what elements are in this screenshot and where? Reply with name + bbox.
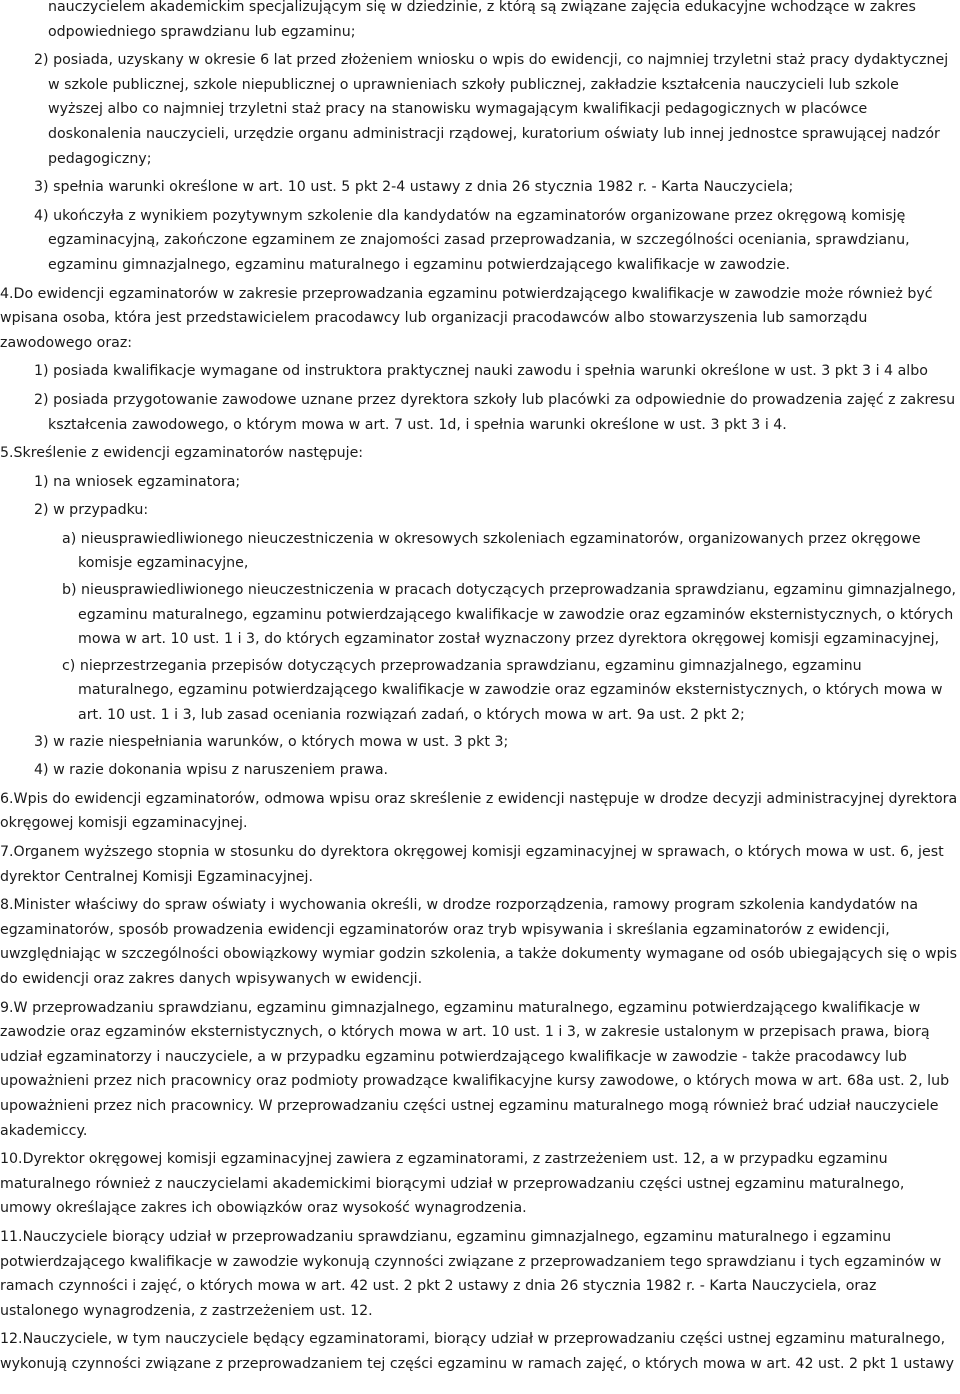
item-5-1: 1) na wniosek egzaminatora; — [34, 473, 241, 490]
section-4: 4.Do ewidencji egzaminatorów w zakresie przeprowadzania egzaminu potwierdzającego kwalifikacje w zawodzie może również być wpisana osoba, która jest przedstawicielem pracodawcy lub organizacji pracodawców albo stowarzyszenia lub samorządu zawodowego oraz: — [0, 285, 933, 351]
section-7: 7.Organem wyższego stopnia w stosunku do dyrektora okręgowej komisji egzaminacyjnej w sprawach, o których mowa w ust. 6, jest dyrektor Centralnej Komisji Egzaminacyjnej. — [0, 844, 944, 885]
item-5-2-c: c) nieprzestrzegania przepisów dotyczących przeprowadzania sprawdzianu, egzaminu gimnazjalnego, egzaminu maturalnego, egzaminu potwierdzającego kwalifikacje w zawodzie oraz egzaminów eksternistycznych, o których mowa w art. 10 ust. 1 i 3, lub zasad oceniania rozwiązań zadań, o których mowa w art. 9a ust. 2 pkt 2; — [62, 657, 943, 724]
section-6: 6.Wpis do ewidencji egzaminatorów, odmowa wpisu oraz skreślenie z ewidencji następuje w drodze decyzji administracyjnej dyrektora okręgowej komisji egzaminacyjnej. — [0, 790, 958, 832]
section-8: 8.Minister właściwy do spraw oświaty i wychowania określi, w drodze rozporządzenia, ramowy program szkolenia kandydatów na egzaminatorów, sposób prowadzenia ewidencji egzaminatorów oraz tryb wpisywania i skreślania egzaminatorów z ewidencji, uwzględniając w szczególności obowiązkowy wymiar godzin szkolenia, a także dokumenty wymagane od osób ubiegających się o wpis do ewidencji oraz zakres danych wpisywanych w ewidencji. — [0, 897, 957, 987]
item-5-2: 2) w przypadku: — [34, 502, 149, 519]
section-10: 10.Dyrektor okręgowej komisji egzaminacyjnej zawiera z egzaminatorami, z zastrzeżeniem ust. 12, a w przypadku egzaminu maturalnego również z nauczycielami akademickimi biorącymi udział w przeprowadzaniu części ustnej egzaminu maturalnego, umowy określające zakres ich obowiązków oraz wysokość wynagrodzenia. — [0, 1151, 905, 1217]
item-5-2-a: a) nieusprawiedliwionego nieuczestniczenia w okresowych szkoleniach egzaminatorów, organizowanych przez okręgowe komisje egzaminacyjne, — [62, 530, 921, 572]
item-3-3: 3) spełnia warunki określone w art. 10 ust. 5 pkt 2-4 ustawy z dnia 26 stycznia 1982 r. - Karta Nauczyciela; — [34, 179, 794, 196]
section-5: 5.Skreślenie z ewidencji egzaminatorów następuje: — [0, 445, 364, 462]
item-4-1: 1) posiada kwalifikacje wymagane od instruktora praktycznej nauki zawodu i spełnia warunki określone w ust. 3 pkt 3 i 4 albo — [34, 363, 928, 380]
section-12: 12.Nauczyciele, w tym nauczyciele będący egzaminatorami, biorący udział w przeprowadzaniu części ustnej egzaminu maturalnego, wykonują czynności związane z przeprowadzaniem tej części egzaminu w ramach zajęć, o których mowa w art. 42 ust. 2 pkt 1 ustawy — [0, 1331, 954, 1372]
item-5-3: 3) w razie niespełniania warunków, o których mowa w ust. 3 pkt 3; — [34, 733, 509, 750]
section-11: 11.Nauczyciele biorący udział w przeprowadzaniu sprawdzianu, egzaminu gimnazjalnego, egzaminu maturalnego i egzaminu potwierdzającego kwalifikacje w zawodzie wykonują czynności związane z przeprowadzaniem tego sprawdzianu i tych egzaminów w ramach czynności i zajęć, o których mowa w art. 42 ust. 2 pkt 2 ustawy z dnia 26 stycznia 1982 r. - Karta Nauczyciela, oraz ustalonego wynagrodzenia, z zastrzeżeniem ust. 12. — [0, 1228, 942, 1319]
item-3-4: 4) ukończyła z wynikiem pozytywnym szkolenie dla kandydatów na egzaminatorów organizowane przez okręgową komisję egzaminacyjną, zakończone egzaminem ze znajomości zasad przeprowadzania, w szczególności oceniania, sprawdzianu, egzaminu gimnazjalnego, egzaminu maturalnego i egzaminu potwierdzającego kwalifikacje w zawodzie. — [34, 207, 910, 273]
section-9: 9.W przeprowadzaniu sprawdzianu, egzaminu gimnazjalnego, egzaminu maturalnego, egzaminu potwierdzającego kwalifikacje w zawodzie oraz egzaminów eksternistycznych, o których mowa w art. 10 ust. 1 i 3, w zakresie ustalonym w przepisach prawa, biorą udział egzaminatorzy i nauczyciele, a w przypadku egzaminu potwierdzającego kwalifikacje w zawodzie - także pracodawcy lub upoważnieni przez nich pracownicy oraz podmioty prowadzące kwalifikacyjne kursy zawodowe, o których mowa w art. 68a ust. 2, lub upoważnieni przez nich pracownicy. W przeprowadzaniu części ustnej egzaminu maturalnego mogą również brać udział nauczyciele akademiccy. — [0, 999, 950, 1139]
item-5-2-b: b) nieusprawiedliwionego nieuczestniczenia w pracach dotyczących przeprowadzania sprawdzianu, egzaminu gimnazjalnego, egzaminu maturalnego, egzaminu potwierdzającego kwalifikacje w zawodzie oraz egzaminów eksternistycznych, o których mowa w art. 10 ust. 1 i 3, do których egzaminator został wyznaczony przez dyrektora okręgowej komisji egzaminacyjnej, — [62, 582, 957, 648]
item-3-2: 2) posiada, uzyskany w okresie 6 lat przed złożeniem wniosku o wpis do ewidencji, co najmniej trzyletni staż pracy dydaktycznej w szkole publicznej, szkole niepublicznej o uprawnieniach szkoły publicznej, zakładzie kształcenia nauczycieli lub szkole wyższej albo co najmniej trzyletni staż pracy na stanowisku wymagającym kwalifikacji pedagogicznych w placówce doskonalenia nauczycieli, urzędzie organu administracji rządowej, kuratorium oświaty lub innej jednostce sprawującej nadzór pedagogiczny; — [34, 52, 949, 167]
paragraph-continuation: nauczycielem akademickim specjalizującym się w dziedzinie, z którą są związane zajęcia edukacyjne wchodzące w zakres odpowiedniego sprawdzianu lub egzaminu; — [48, 0, 916, 40]
item-4-2: 2) posiada przygotowanie zawodowe uznane przez dyrektora szkoły lub placówki za odpowiednie do prowadzenia zajęć z zakresu kształcenia zawodowego, o którym mowa w art. 7 ust. 1d, i spełnia warunki określone w ust. 3 pkt 3 i 4. — [34, 391, 956, 433]
item-5-4: 4) w razie dokonania wpisu z naruszeniem prawa. — [34, 762, 389, 779]
